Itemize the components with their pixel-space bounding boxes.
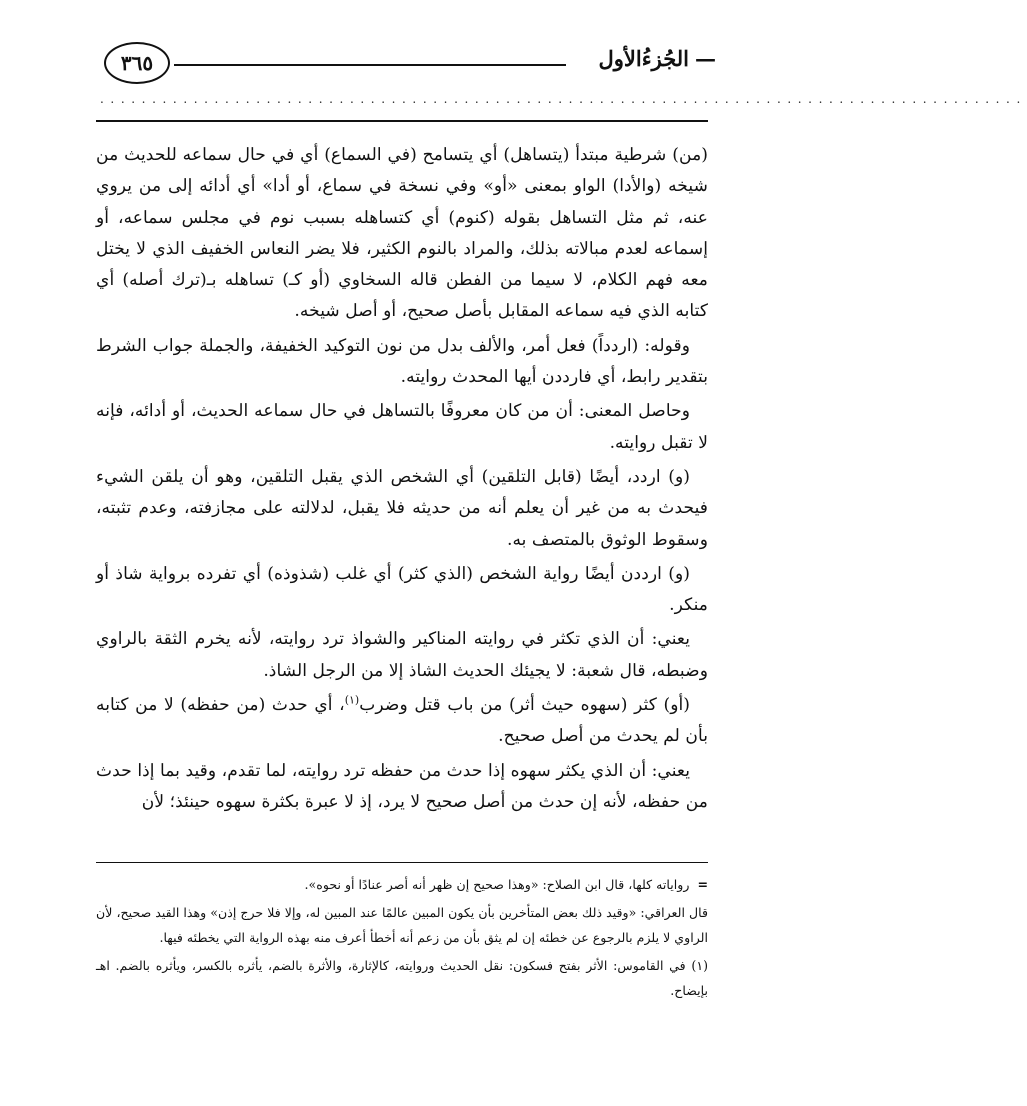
footnote-iraqi: قال العراقي: «وقيد ذلك بعض المتأخرين بأن يكون المبين عالمًا عند المبين له، وإلا فلا حرج إذن» وهذا القيد صحيح، لأن الراوي لا يلزم بالرجوع عن خطئه إن لم يثق بأن من زعم أنه أخطأ أعرف منه بهذه الرواية التي يخطئه فيها. <box>96 904 708 945</box>
paragraph-7-part-1: (أو) كثر (سهوه حيث أثر) من باب قتل وضرب <box>359 695 690 716</box>
paragraph-6: يعني: أن الذي تكثر في روايته المناكير والشواذ ترد روايته، لأنه يخرم الثقة بالراوي وضبطه، قال شعبة: لا يجيئك الحديث الشاذ إلا من الرجل الشاذ. <box>96 629 708 681</box>
text-top-rule <box>96 120 708 122</box>
footnote-continuation-text: رواياته كلها، قال ابن الصلاح: «وهذا صحيح إن ظهر أنه أصر عنادًا أو نحوه». <box>304 877 690 892</box>
header-rule <box>174 64 566 66</box>
paragraph-7-part-2: ، أي حدث (من حفظه) لا من كتابه بأن لم يحدث من أصل صحيح. <box>96 695 708 747</box>
footnote-marker: (١) <box>344 693 360 707</box>
volume-title-text: الجُزءُالأول <box>598 46 689 71</box>
continuation-mark: = <box>697 877 708 892</box>
paragraph-8: يعني: أن الذي يكثر سهوه إذا حدث من حفظه ترد روايته، لما تقدم، وقيد بما إذا حدث من حفظه، لأنه إن حدث من أصل صحيح لا يرد، إذ لا عبرة بكثرة سهوه حينئذ؛ لأن <box>96 760 708 812</box>
running-header <box>96 42 716 86</box>
footnote-continuation <box>96 872 708 898</box>
footnote-rule <box>96 862 708 863</box>
paragraph-3: وحاصل المعنى: أن من كان معروفًا بالتساهل في حال سماعه الحديث، أو أدائه، فإنه لا تقبل روايته. <box>96 401 708 453</box>
paragraph-4: (و) اردد، أيضًا (قابل التلقين) أي الشخص الذي يقبل التلقين، وهو أن يلقن الشيء فيحدث به من غير أن يعلم أنه من حديثه فلا يقبل، لدلالته على مجازفته، وعدم تثبته، وسقوط الوثوق بالمتصف به. <box>96 466 708 550</box>
main-text <box>96 140 708 821</box>
dotted-separator: ......................................................................................... <box>100 92 1027 106</box>
footnote-1: (١) في القاموس: الأثر بفتح فسكون: نقل الحديث وروايته، كالإثارة، والأثرة بالضم، يأثره بالكسر، ويأثره بالضم. اهـ بإيضاح. <box>96 957 708 998</box>
paragraph-7 <box>96 690 708 753</box>
page-number: ٣٦٥ <box>104 42 170 84</box>
paragraph-1: (من) شرطية مبتدأ (يتساهل) أي يتسامح (في السماع) أي في حال سماعه للحديث من شيخه (والأدا) الواو بمعنى «أو» وفي نسخة في سماع، أو أدا» أي أدائه إلى من يروي عنه، ثم مثل التساهل بقوله (كنوم) أي كتساهله بسبب نوم في مجلس سماعه، أو إسماعه لعدم مبالاته بذلك، والمراد بالنوم الكثير، فلا يضر النعاس الخفيف الذي لا يختل معه فهم الكلام، لا سيما من الفطن قاله السخاوي (أو كـ) تساهله بـ(ترك أصله) أي كتابه الذي فيه سماعه المقابل بأصل صحيح، أو أصل شيخه. <box>96 145 708 322</box>
paragraph-5: (و) ارددن أيضًا رواية الشخص (الذي كثر) أي غلب (شذوذه) أي تفرده برواية شاذ أو منكر. <box>96 563 708 616</box>
paragraph-2: وقوله: (اردداً) فعل أمر، والألف بدل من نون التوكيد الخفيفة، والجملة جواب الشرط بتقدير رابط، أي فارددن أيها المحدث روايته. <box>96 335 708 388</box>
header-dash: — <box>695 46 716 71</box>
volume-title <box>599 46 716 71</box>
footnotes <box>96 872 708 1006</box>
